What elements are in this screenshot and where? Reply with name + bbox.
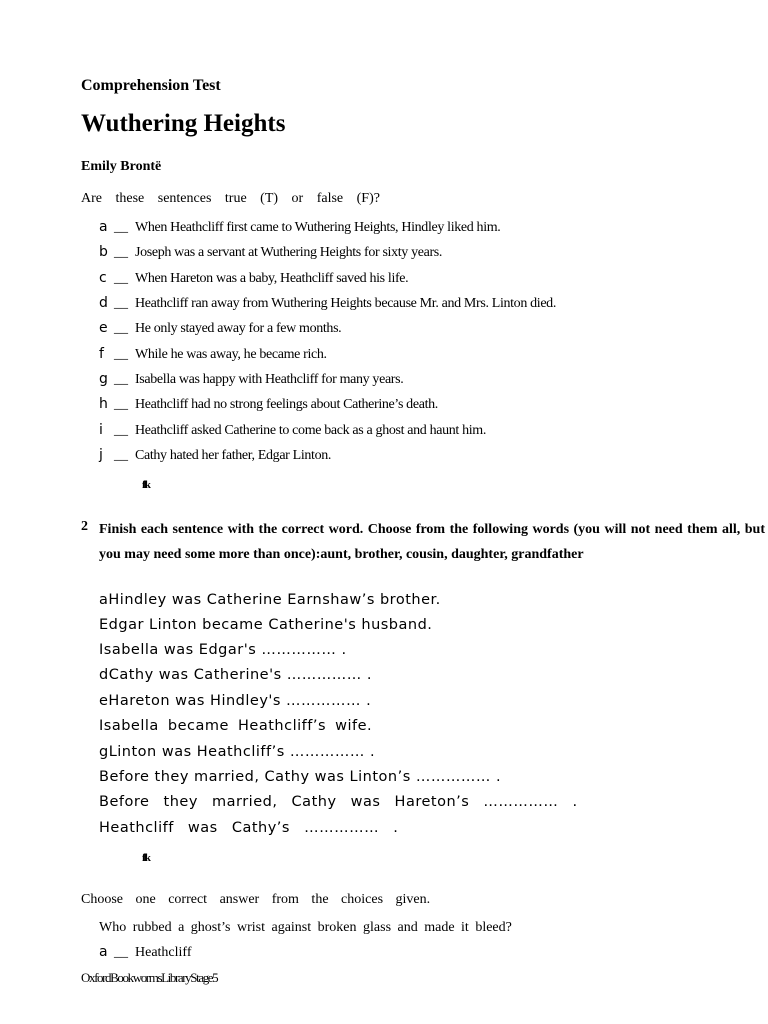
list-item: Before they married, Cathy was Hareton’s …………… . bbox=[99, 794, 578, 810]
list-item bbox=[99, 295, 556, 312]
list-item bbox=[99, 422, 486, 439]
section1-mark: flk bbox=[142, 479, 149, 491]
item-text: Cathy hated her father, Edgar Linton. bbox=[135, 448, 332, 463]
list-item bbox=[99, 244, 442, 261]
author-name: Emily Brontë bbox=[81, 159, 162, 174]
item-letter: j bbox=[99, 447, 103, 463]
question-text: Who rubbed a ghost’s wrist against broken glass and made it bleed? bbox=[99, 920, 512, 935]
item-text: When Hareton was a baby, Heathcliff saved his life. bbox=[135, 271, 409, 286]
item-letter: c bbox=[99, 270, 107, 286]
item-letter: e bbox=[99, 320, 108, 336]
answer-blank: __ bbox=[114, 347, 128, 362]
test-subtitle: Comprehension Test bbox=[81, 77, 221, 94]
list-item: aHindley was Catherine Earnshaw’s brother. bbox=[99, 592, 441, 608]
list-item: Edgar Linton became Catherine's husband. bbox=[99, 617, 433, 633]
item-text: He only stayed away for a few months. bbox=[135, 321, 342, 336]
answer-blank: __ bbox=[114, 245, 128, 260]
list-item: Heathcliff was Cathy’s …………… . bbox=[99, 820, 399, 836]
item-letter: b bbox=[99, 244, 108, 260]
item-letter: h bbox=[99, 396, 108, 412]
item-letter: f bbox=[99, 346, 104, 362]
list-item bbox=[99, 447, 331, 464]
list-item bbox=[99, 396, 438, 413]
item-text: Heathcliff had no strong feelings about Catherine’s death. bbox=[135, 397, 438, 412]
list-item: dCathy was Catherine's …………… . bbox=[99, 667, 372, 683]
item-letter: g bbox=[99, 371, 108, 387]
item-text: Heathcliff asked Catherine to come back as a ghost and haunt him. bbox=[135, 423, 486, 438]
item-text: Heathcliff ran away from Wuthering Heights because Mr. and Mrs. Linton died. bbox=[135, 296, 556, 311]
page-footer: OxfordBookwormsLibraryStage5 bbox=[81, 970, 218, 985]
option-letter: a bbox=[99, 944, 108, 960]
item-text: Isabella was happy with Heathcliff for many years. bbox=[135, 372, 404, 387]
item-letter: i bbox=[99, 422, 103, 438]
answer-blank: __ bbox=[114, 397, 128, 412]
list-item bbox=[99, 346, 327, 363]
answer-blank: __ bbox=[114, 423, 128, 438]
section2-number: 2 bbox=[81, 519, 88, 534]
answer-blank: __ bbox=[114, 296, 128, 311]
list-item bbox=[99, 270, 408, 287]
option-text: Heathcliff bbox=[135, 945, 192, 960]
list-item bbox=[99, 371, 403, 388]
item-letter: d bbox=[99, 295, 108, 311]
list-item: Before they married, Cathy was Linton’s …………… . bbox=[99, 769, 502, 785]
item-text: When Heathcliff first came to Wuthering Heights, Hindley liked him. bbox=[135, 220, 501, 235]
item-letter: a bbox=[99, 219, 108, 235]
answer-blank: __ bbox=[114, 220, 128, 235]
item-text: Joseph was a servant at Wuthering Heights for sixty years. bbox=[135, 245, 443, 260]
answer-blank: __ bbox=[114, 271, 128, 286]
list-item bbox=[99, 219, 500, 236]
list-item bbox=[99, 320, 341, 337]
section2-mark: flk bbox=[142, 852, 149, 864]
list-item: Isabella was Edgar's …………… . bbox=[99, 642, 347, 658]
section3-instruction: Choose one correct answer from the choices given. bbox=[81, 892, 431, 907]
list-item: gLinton was Heathcliff’s …………… . bbox=[99, 744, 376, 760]
section2-instruction: Finish each sentence with the correct word. Choose from the following words (you will not need them all, but you may need some more than once):aunt, brother, cousin, daughter, grandfather bbox=[99, 522, 765, 562]
answer-blank: __ bbox=[114, 448, 128, 463]
page-title: Wuthering Heights bbox=[81, 110, 286, 137]
item-text: While he was away, he became rich. bbox=[135, 347, 327, 362]
answer-blank: __ bbox=[114, 321, 128, 336]
section1-instruction: Are these sentences true (T) or false (F)? bbox=[81, 191, 380, 206]
answer-option bbox=[99, 944, 192, 961]
answer-blank: __ bbox=[114, 372, 128, 387]
list-item: Isabella became Heathcliff’s wife. bbox=[99, 718, 373, 734]
answer-blank: __ bbox=[114, 945, 128, 960]
list-item: eHareton was Hindley's …………… . bbox=[99, 693, 372, 709]
